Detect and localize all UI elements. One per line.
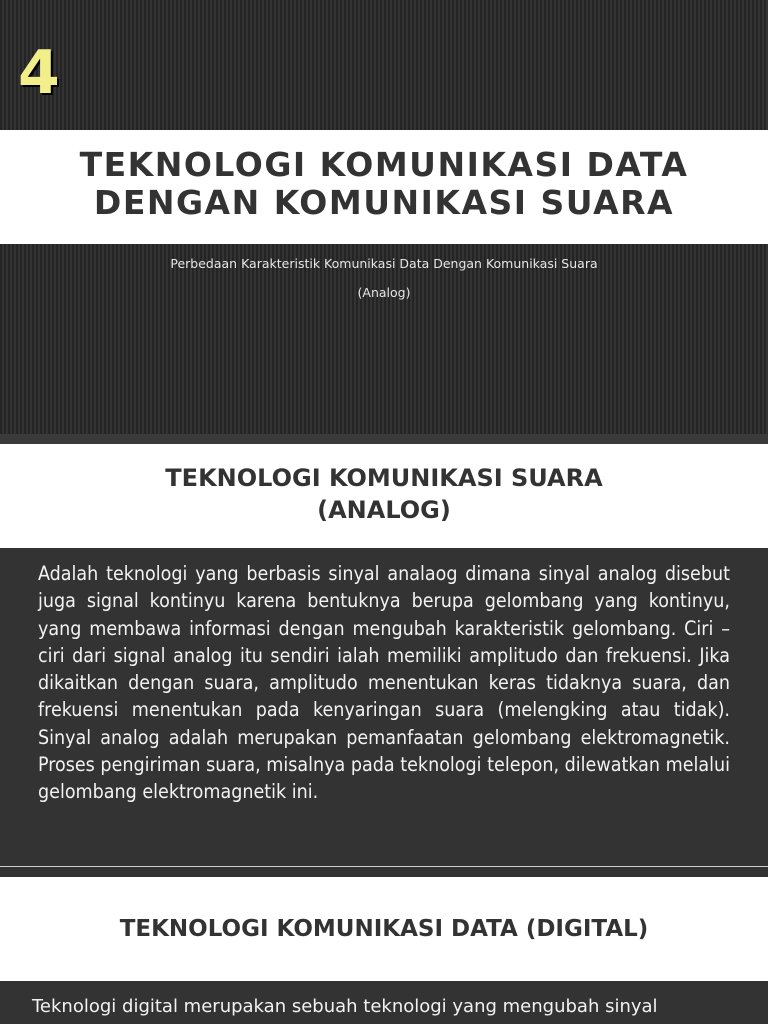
subtitle-area <box>0 244 768 434</box>
digital-paragraph: Teknologi digital merupakan sebuah teknologi yang mengubah sinyal <box>32 996 658 1017</box>
analog-paragraph: Adalah teknologi yang berbasis sinyal analaog dimana sinyal analog disebut juga signal kontinyu karena bentuknya berupa gelombang yang kontinyu, yang membawa informasi dengan mengubah karakteristik gelombang. Ciri – ciri dari signal analog itu sendiri ialah memiliki amplitudo dan frekuensi. Jika dikaitkan dengan suara, amplitudo menentukan keras tidaknya suara, dan frekuensi menentukan pada kenyaringan suara (melengking atau tidak). Sinyal analog adalah merupakan pemanfaatan gelombang elektromagnetik. Proses pengiriman suara, misalnya pada teknologi telepon, dilewatkan melalui gelombang elektromagnetik ini. <box>38 562 730 804</box>
section-heading-analog <box>0 444 768 548</box>
section-heading-analog-line-2: (ANALOG) <box>317 496 451 524</box>
section-heading-analog-line-1: TEKNOLOGI KOMUNIKASI SUARA <box>165 464 603 492</box>
slide-header-background <box>0 0 768 130</box>
slide-number: 4 <box>18 38 60 108</box>
digital-paragraph-block <box>0 981 768 1024</box>
separator-bar <box>0 434 768 444</box>
section-heading-digital: TEKNOLOGI KOMUNIKASI DATA (DIGITAL) <box>0 877 768 981</box>
analog-paragraph-block <box>0 548 768 866</box>
title-band <box>0 130 768 244</box>
gap-bar <box>0 867 768 877</box>
page-title-line-1: TEKNOLOGI KOMUNIKASI DATA <box>79 145 689 184</box>
subtitle-line-1: Perbedaan Karakteristik Komunikasi Data Dengan Komunikasi Suara <box>170 256 598 271</box>
subtitle-line-2: (Analog) <box>357 285 411 300</box>
page-title-line-2: DENGAN KOMUNIKASI SUARA <box>93 183 675 222</box>
